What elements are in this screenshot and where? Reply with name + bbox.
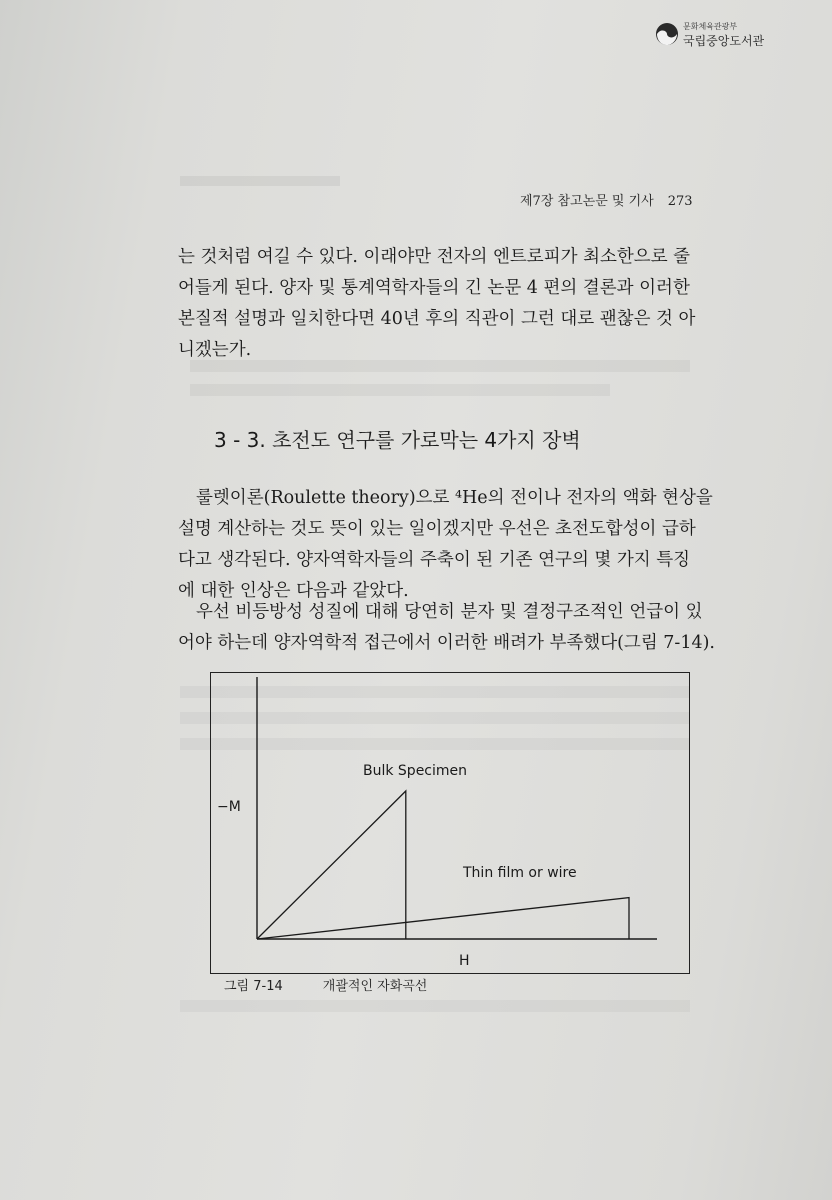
library-emblem-icon [655,22,679,46]
series-line-thin-film [257,898,629,939]
text-line: 우선 비등방성 성질에 대해 당연히 분자 및 결정구조적인 언급이 있 [196,602,703,622]
caption-number: 그림 7-14 [224,979,283,994]
bleed-through [180,1000,690,1012]
text-line: 다고 생각된다. 양자역학자들의 주축이 된 기존 연구의 몇 가지 특징 [178,550,691,570]
legend-bulk-specimen: Bulk Specimen [363,763,468,779]
library-name: 국립중앙도서관 [683,34,765,48]
figure-caption [224,975,427,994]
bleed-through [190,384,610,396]
running-head [520,190,693,209]
text-line: 니겠는가. [178,340,252,360]
y-axis-label: −M [217,799,241,815]
series-line-bulk-specimen [257,791,406,939]
text-line: 룰렛이론(Roulette theory)으로 ⁴He의 전이나 전자의 액화 현상을 [196,488,713,508]
running-title: 제7장 참고논문 및 기사 [520,194,654,209]
magnetization-chart [211,673,691,975]
paragraph-3 [178,597,715,659]
legend-thin-film: Thin film or wire [463,865,577,881]
x-axis-label: H [459,953,470,969]
caption-title: 개괄적인 자화곡선 [322,979,428,994]
ministry-name: 문화체육관광부 [683,22,738,31]
paragraph-1 [178,242,698,366]
text-line: 본질적 설명과 일치한다면 40년 후의 직관이 그런 대로 괜찮은 것 아 [178,309,696,329]
page-number: 273 [667,194,693,209]
text-line: 는 것처럼 여길 수 있다. 이래야만 전자의 엔트로피가 최소한으로 줄 [178,247,691,267]
paragraph-2 [178,483,713,607]
text-line: 어야 하는데 양자역학적 접근에서 이러한 배려가 부족했다(그림 7-14). [178,633,715,653]
text-line: 어들게 된다. 양자 및 통계역학자들의 긴 논문 4 편의 결론과 이러한 [178,278,690,298]
magnetization-figure [210,672,690,974]
bleed-through [180,176,340,186]
text-line: 에 대한 인상은 다음과 같았다. [178,581,409,601]
section-heading: 3 - 3. 초전도 연구를 가로막는 4가지 장벽 [214,428,581,452]
text-line: 설명 계산하는 것도 뜻이 있는 일이겠지만 우선은 초전도합성이 급하 [178,519,696,539]
